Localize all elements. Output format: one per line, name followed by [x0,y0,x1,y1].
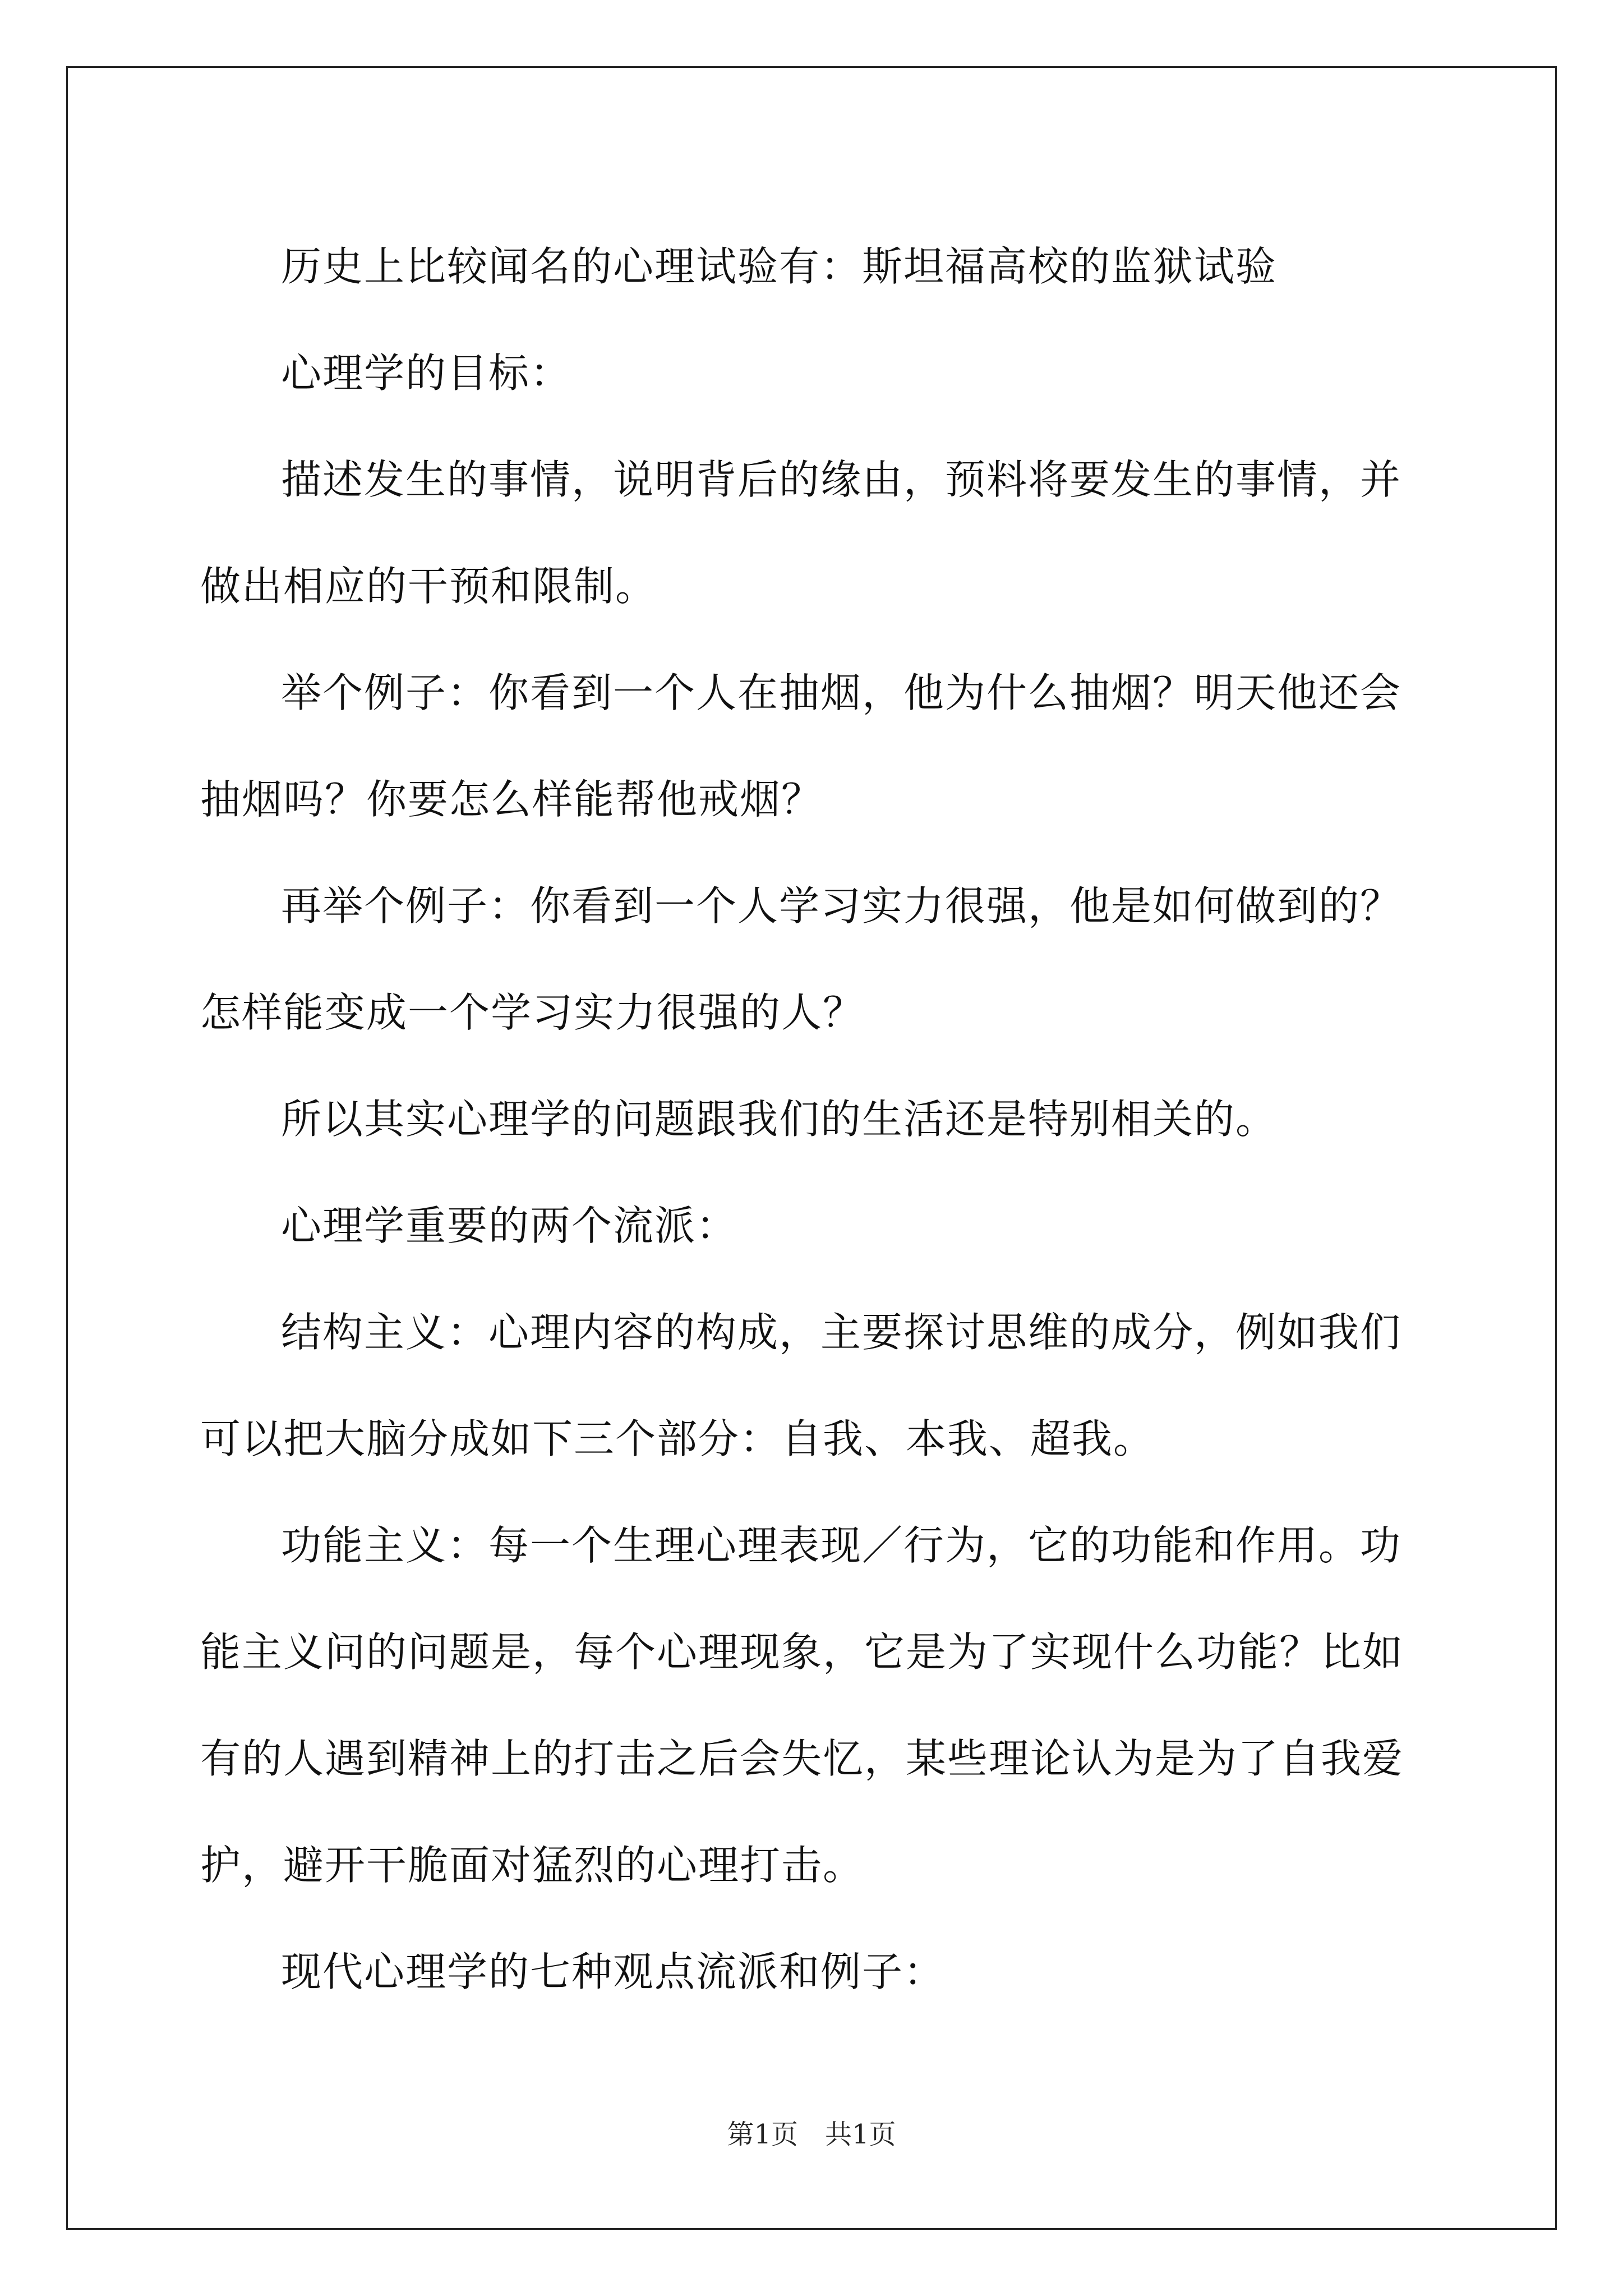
paragraph-seven-perspectives-heading: 现代心理学的七种观点流派和例子： [281,1948,946,1995]
document-body [200,213,1423,2025]
paragraph-functionalism: 功能主义：每一个生理心理表现／行为，它的功能和作用。功能主义问的问题是，每个心理现象，它是为了实现什么功能？比如有的人遇到精神上的打击之后会失忆，某些理论认为是为了自我爱护，避开干脆面对猛烈的心理打击。 [200,1522,1404,1889]
paragraph-two-schools-heading: 心理学重要的两个流派： [281,1202,738,1249]
paragraph-relevance: 所以其实心理学的问题跟我们的生活还是特别相关的。 [281,1096,1278,1143]
page-number-footer: 第1页 共1页 [727,2119,896,2150]
paragraph-psychology-goals: 描述发生的事情，说明背后的缘由，预料将要发生的事情，并做出相应的干预和限制。 [200,456,1402,610]
paragraph-smoking-example: 举个例子：你看到一个人在抽烟，他为什么抽烟？明天他还会抽烟吗？你要怎么样能帮他戒烟？ [200,669,1402,823]
paragraph-famous-experiment: 历史上比较闻名的心理试验有：斯坦福高校的监狱试验 [281,243,1278,290]
paragraph-learning-example: 再举个例子：你看到一个人学习实力很强，他是如何做到的？怎样能变成一个学习实力很强的人？ [200,882,1402,1036]
paragraph-structuralism: 结构主义：心理内容的构成，主要探讨思维的成分，例如我们可以把大脑分成如下三个部分：自我、本我、超我。 [200,1309,1402,1462]
paragraph-psychology-goals-heading: 心理学的目标： [281,349,572,397]
